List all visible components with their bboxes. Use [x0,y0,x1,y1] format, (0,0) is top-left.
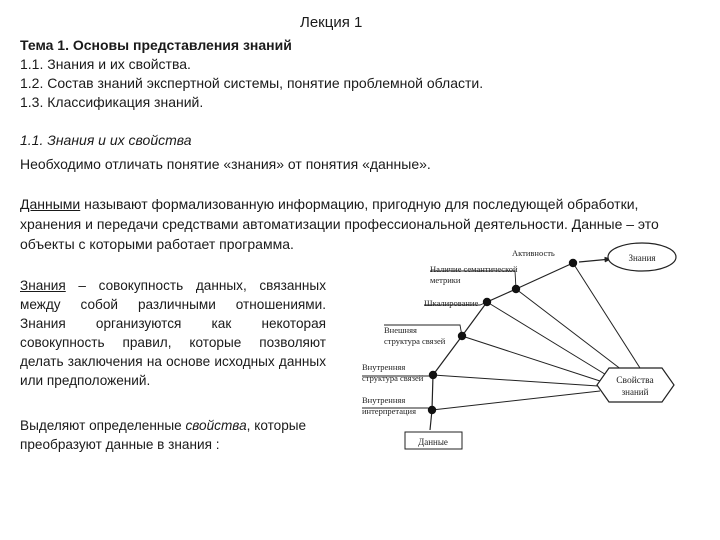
intro-paragraph: Необходимо отличать понятие «знания» от понятия «данные». [20,156,431,172]
topic-item: 1.3. Классификация знаний. [20,94,204,110]
node-label-semantic-metric: метрики [430,275,461,285]
section-heading: 1.1. Знания и их свойства [20,132,192,148]
node-label-interpretation-2: интерпретация [362,406,417,416]
properties-text-after: , которые преобразуют данные в знания : [20,418,307,452]
node-label-semantic: Наличие семантической [430,264,518,274]
lecture-title: Лекция 1 [300,14,363,31]
node-label-external-links: структура связей [384,336,446,346]
node-label-interpretation: Внутренняя [362,395,406,405]
chain-to-knowledge-arrow [579,259,611,262]
property-chain-line [430,263,573,430]
knowledge-label: Знания [628,253,656,263]
properties-label-2: знаний [621,387,649,397]
properties-term: свойства [185,418,247,433]
topic-title: Тема 1. Основы представления знаний [20,37,292,53]
properties-text-before: Выделяют определенные [20,418,186,433]
node-label-external: Внешняя [384,325,417,335]
data-box-label: Данные [418,437,448,447]
data-term: Данными [20,196,81,212]
knowledge-definition-text: – совокупность данных, связанных между собой различными отношениями. Знания организуются как некоторая совокупность правил, которые позволяют делать заключения на основе исходных данных или предположений. [20,278,326,388]
node-label-scaling: Шкалирование [424,298,479,308]
topic-item: 1.1. Знания и их свойства. [20,56,191,72]
topic-item: 1.2. Состав знаний экспертной системы, понятие проблемной области. [20,75,484,91]
node-label-activity: Активность [512,248,555,258]
data-definition-text: называют формализованную информацию, пригодную для последующей обработки, хранения и передачи средствами автоматизации профессиональной деятельности. Данные – это объекты с которыми работает программа. [20,196,659,252]
properties-label-1: Свойства [616,376,654,386]
knowledge-term: Знания [20,278,66,293]
node-label-internal-links: структура связей [362,373,424,383]
node-label-internal: Внутренняя [362,362,406,372]
